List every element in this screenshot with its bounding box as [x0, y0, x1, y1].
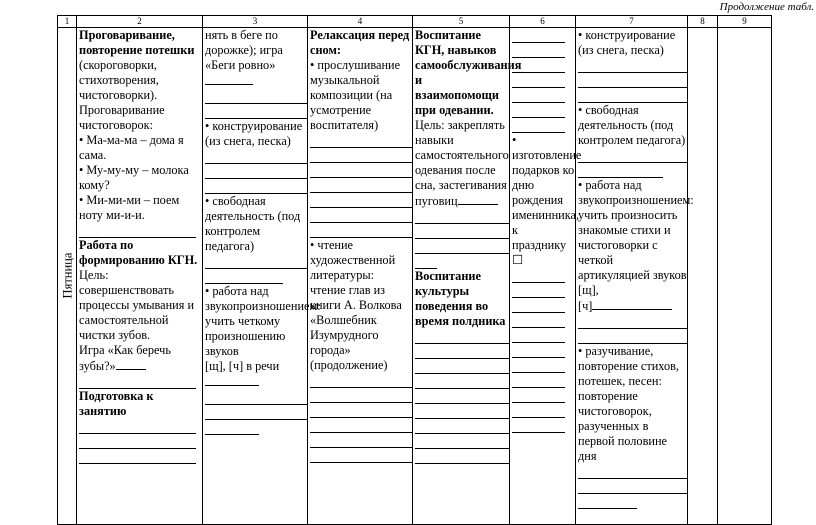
friday-row — [58, 28, 772, 525]
col4-cell — [308, 28, 413, 525]
col3-text-3: • свободная деятельность (под контролем педагога) — [205, 194, 301, 253]
col5-cell — [413, 28, 522, 525]
continuation-label: Продолжение табл. — [719, 1, 814, 13]
col3-text-4: • работа над звукопроизношением: учить четкому произношению звуков — [205, 284, 321, 358]
col2-text-4: • Му-му-му – молока кому? — [79, 163, 189, 192]
col4-heading-1: Релаксация перед сном: — [310, 28, 410, 57]
col2-text-6: Цель: совершенствовать процессы умывания и самостоятельной чистки зубов. — [79, 268, 195, 342]
header-row — [58, 16, 772, 28]
col-header-1: 1 — [58, 16, 77, 28]
col-header-6: 6 — [510, 16, 576, 28]
col3-text-1: нять в беге по дорожке); игра «Беги ровно» — [205, 28, 283, 72]
col-header-7: 7 — [576, 16, 688, 28]
col6-text-1: • изготовление подарков ко дню рождения именинника, к празднику — [512, 133, 582, 252]
col2-text-3: • Ма-ма-ма – дома я сама. — [79, 133, 184, 162]
col2-text-5: • Ми-ми-ми – поем ноту ми-и-и. — [79, 193, 180, 222]
schedule-table — [57, 15, 772, 525]
col7-text-4: • разучивание, повторение стихов, потешек, песен: повторение чистоговорок, разученных в первой половине дня — [578, 344, 680, 463]
col2-text-7: Игра «Как беречь зубы?» — [79, 343, 171, 373]
col-header-8: 8 — [688, 16, 718, 28]
col7-text-2: • свободная деятельность (под контролем педагога) — [578, 103, 686, 147]
day-label: Пятница — [60, 252, 75, 299]
col7-text-3: • работа над звукопроизношением: учить произносить знакомые стихи и чистоговорки с четкой артикуляцией звуков [щ], — [578, 178, 694, 297]
col3-text-5: [щ], [ч] в речи — [205, 359, 280, 373]
col3-text-2: • конструирование (из снега, песка) — [205, 119, 303, 148]
col7-text-3b: [ч] — [578, 299, 593, 313]
col-header-2: 2 — [77, 16, 203, 28]
col-header-9: 9 — [718, 16, 772, 28]
col2-heading-1: Проговаривание, повторение потешки — [79, 28, 195, 57]
col-header-3: 3 — [203, 16, 308, 28]
col9-cell — [718, 28, 772, 525]
col-header-4: 4 — [308, 16, 413, 28]
col8-cell — [688, 28, 718, 525]
col2-cell — [77, 28, 203, 525]
col2-text-1: (скороговорки, стихотворения, чистоговорки). — [79, 58, 159, 102]
col3-cell — [203, 28, 321, 525]
col4-text-2: • чтение художественной литературы: чтение глав из книги А. Волкова «Волшебник Изумрудного города» (продолжение) — [310, 238, 402, 372]
col5-heading-2: Воспитание культуры поведения во время полдника — [415, 269, 506, 328]
col2-heading-3: Подготовка к занятию — [79, 389, 154, 418]
col2-heading-2: Работа по формированию КГН. — [79, 238, 198, 267]
checkbox-icon: ☐ — [512, 253, 524, 267]
col6-cell — [510, 28, 582, 525]
col7-text-1: • конструирование (из снега, песка) — [578, 28, 676, 57]
day-cell — [58, 28, 77, 525]
col7-cell — [576, 28, 694, 525]
col5-heading-1: Воспитание КГН, навыков самообслуживания и взаимопомощи при одевании. — [415, 28, 522, 117]
col2-text-2: Проговаривание чистоговорок: — [79, 103, 165, 132]
col4-text-1: • прослушивание музыкальной композиции (на усмотрение воспитателя) — [310, 58, 401, 132]
col5-text-1: Цель: закреплять навыки самостоятельного одевания после сна, застегивания пуговиц — [415, 118, 509, 208]
col-header-5: 5 — [413, 16, 510, 28]
